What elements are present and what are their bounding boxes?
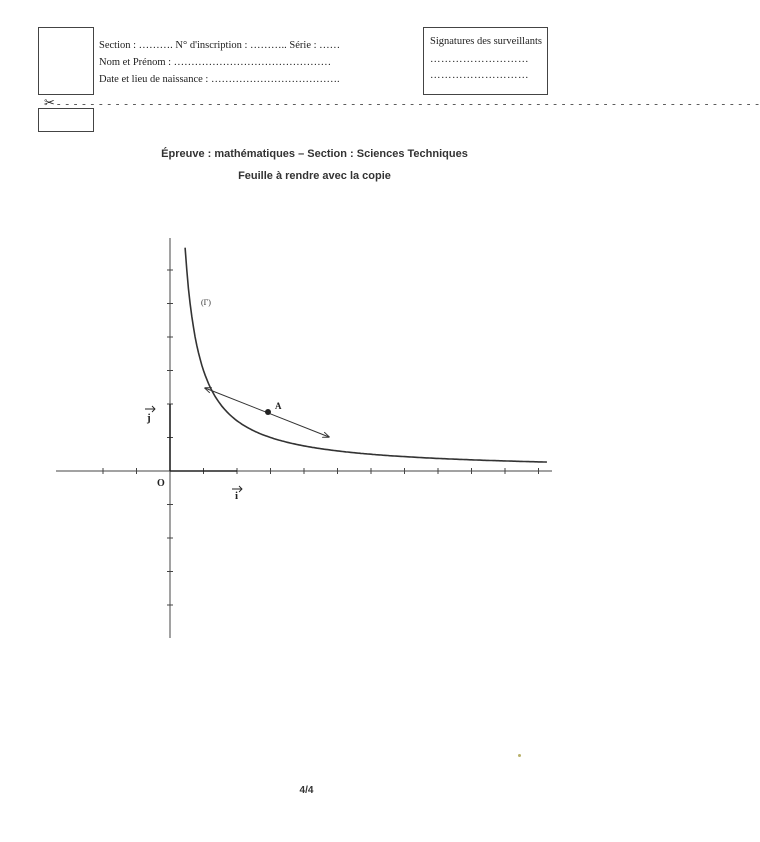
- curve-gamma: [185, 248, 547, 462]
- signature-dots-2: ………………………: [430, 70, 529, 81]
- signature-dots-1: ………………………: [430, 54, 529, 65]
- curve-label: (Γ): [201, 298, 211, 307]
- axis-ticks: [103, 270, 539, 605]
- vector-i-label: i: [235, 490, 239, 502]
- name-line: Nom et Prénom : ………………………………………: [99, 57, 332, 68]
- paper-speck: [518, 754, 521, 757]
- origin-label: O: [157, 478, 165, 489]
- section-line: Section : ………. N° d'inscription : ……….. Série : ……: [99, 40, 341, 51]
- scissors-icon: ✂: [44, 96, 55, 111]
- point-a-label: A: [275, 401, 282, 411]
- exam-title: Épreuve : mathématiques – Section : Sciences Techniques: [161, 148, 468, 160]
- point-a: [265, 409, 271, 415]
- vector-j-label: j: [147, 412, 151, 424]
- page-number: 4/4: [299, 785, 314, 796]
- signatures-title: Signatures des surveillants: [430, 36, 542, 47]
- exam-subtitle: Feuille à rendre avec la copie: [238, 170, 391, 182]
- birth-line: Date et lieu de naissance : ……………………………….: [99, 74, 340, 85]
- cut-line: ✂ - - - - - - - - - - - - - - - - - - - - - - - - - - - - - - - - - - - - - - - - - - - - - - - - - - - - - - - - - - - - - - - - - - - - - - - - - - - - - - - - - - - -: [44, 96, 760, 111]
